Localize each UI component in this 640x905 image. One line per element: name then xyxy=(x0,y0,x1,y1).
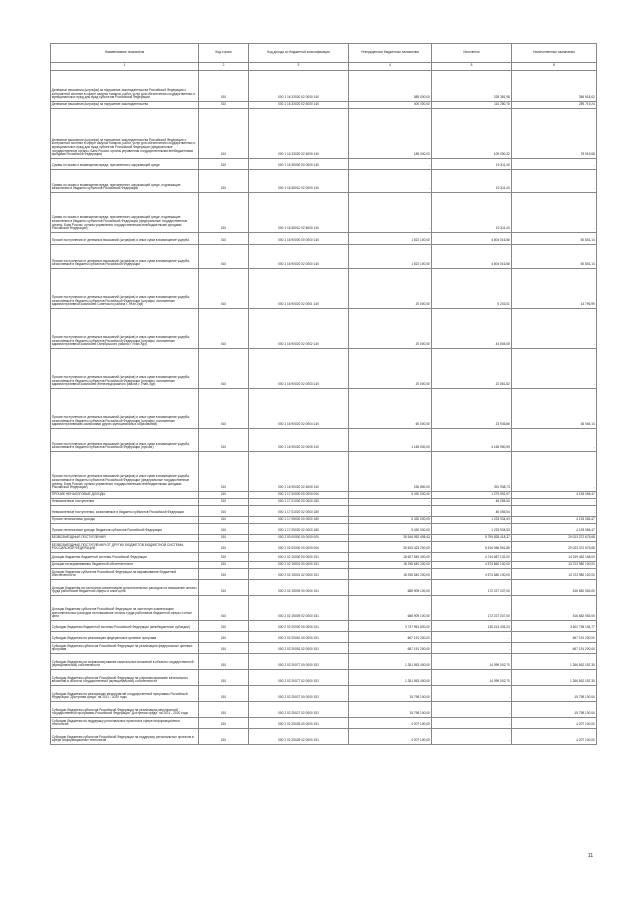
cell-executed: 46 055,54 xyxy=(432,505,512,516)
table-row xyxy=(51,268,597,308)
cell-kbk: 000 1 16 35010 02 0000 140 xyxy=(249,169,349,192)
cell-name: Прочие поступления от денежных взысканий (штрафов) и иных сумм в возмещение ущерба, зачисляемые в бюджеты субъектов Российской Федерации xyxy=(51,244,199,268)
header-kbk: Код дохода по бюджетной классификации xyxy=(249,44,349,63)
cell-name: Прочие поступления от денежных взысканий (штрафов) и иных сумм в возмещение ущерба, зачисляемые в бюджеты субъектов Российской Федерации (штрафы, наложенные административными комиссиями других муниципальных образований) xyxy=(51,388,199,428)
table-row xyxy=(51,642,597,653)
cell-name: Суммы по искам о возмещении вреда, причиненного окружающей среде xyxy=(51,158,199,169)
cell-name: БЕЗВОЗМЕЗДНЫЕ ПОСТУПЛЕНИЯ xyxy=(51,534,199,541)
cell-row-code: 010 xyxy=(199,653,249,669)
table-row xyxy=(51,701,597,717)
cell-executed: 172 227 037,00 xyxy=(432,579,512,595)
cell-row-code: 010 xyxy=(199,701,249,717)
cell-executed: 228 381,98 xyxy=(432,70,512,101)
cell-approved: 5 430 000,00 xyxy=(349,491,432,498)
header-approved: Утвержденные бюджетные назначения xyxy=(349,44,432,63)
cell-remaining: 75 919,68 xyxy=(512,108,597,158)
cell-approved: - xyxy=(349,505,432,516)
cell-remaining: 13 723 980 100,00 xyxy=(512,568,597,579)
cell-kbk: 000 1 16 33020 02 6000 140 xyxy=(249,108,349,158)
cell-executed: 172 227 037,00 xyxy=(432,595,512,620)
cell-row-code: 010 xyxy=(199,505,249,516)
cell-remaining: 50 851,14 xyxy=(512,244,597,268)
column-number: 2 xyxy=(199,62,249,70)
cell-row-code: 010 xyxy=(199,348,249,388)
cell-remaining: - xyxy=(512,348,597,388)
cell-approved: 5 430 000,00 xyxy=(349,516,432,523)
cell-kbk: 000 2 02 10000 00 0000 151 xyxy=(249,552,349,561)
cell-kbk: 000 1 16 33020 02 6000 140 xyxy=(249,101,349,108)
cell-approved: 20 000,00 xyxy=(349,348,432,388)
table-row xyxy=(51,523,597,534)
cell-executed: 14 099 002,70 xyxy=(432,669,512,685)
cell-kbk: 000 1 17 05000 00 0000 180 xyxy=(249,516,349,523)
cell-approved: 688 909 100,00 xyxy=(349,595,432,620)
cell-row-code: 010 xyxy=(199,620,249,631)
cell-name: Субсидии бюджетам на софинансирование капитальных вложений в объекты государственной (муниципальной) собственности xyxy=(51,653,199,669)
table-row xyxy=(51,620,597,631)
table-row xyxy=(51,568,597,579)
cell-remaining: - xyxy=(512,451,597,491)
cell-kbk: 000 1 16 35010 02 6000 140 xyxy=(249,192,349,232)
cell-remaining: 14 796,99 xyxy=(512,268,597,308)
cell-executed: 5 203,01 xyxy=(432,268,512,308)
cell-name: Денежные взыскания (штрафы) за нарушение законодательства xyxy=(51,101,199,108)
cell-remaining: 1 266 552 187,30 xyxy=(512,653,597,669)
cell-kbk: 000 2 02 15009 00 0000 151 xyxy=(249,579,349,595)
cell-kbk: 000 1 17 01020 02 0000 180 xyxy=(249,505,349,516)
cell-kbk: 000 2 02 20051 02 0000 151 xyxy=(249,642,349,653)
header-executed: Исполнено xyxy=(432,44,512,63)
table-row xyxy=(51,388,597,428)
cell-approved: 18 298 640 200,00 xyxy=(349,568,432,579)
cell-approved: 4 207 100,00 xyxy=(349,728,432,744)
cell-kbk: 000 1 16 35000 00 0000 140 xyxy=(249,158,349,169)
table-row xyxy=(51,653,597,669)
cell-approved: 15 798 100,00 xyxy=(349,685,432,701)
cell-executed: 4 604 016,56 xyxy=(432,244,512,268)
column-number: 6 xyxy=(512,62,597,70)
cell-remaining: 4 207 100,00 xyxy=(512,717,597,728)
cell-row-code: 010 xyxy=(199,158,249,169)
cell-executed: 14 099 002,70 xyxy=(432,653,512,669)
cell-executed: 19 311,40 xyxy=(432,158,512,169)
cell-approved: 185 000,00 xyxy=(349,108,432,158)
cell-approved: - xyxy=(349,169,432,192)
cell-row-code: 010 xyxy=(199,534,249,541)
cell-approved: 3 737 951 600,00 xyxy=(349,620,432,631)
cell-approved: - xyxy=(349,158,432,169)
cell-name: Суммы по искам о возмещении вреда, причиненного окружающей среде, подлежащие зачислению в бюджеты субъектов Российской Федерации (федеральные государственные органы, Банк России, органы управления государственными внебюджетными фондами Российской Федерации) xyxy=(51,192,199,232)
cell-approved: 667 191 200,00 xyxy=(349,642,432,653)
table-row xyxy=(51,579,597,595)
cell-remaining: 14 249 462 168,00 xyxy=(512,552,597,561)
cell-row-code: 010 xyxy=(199,669,249,685)
cell-remaining: 4 207 100,00 xyxy=(512,728,597,744)
table-row xyxy=(51,717,597,728)
cell-name: Прочие неналоговые доходы бюджетов субъектов Российской Федерации xyxy=(51,523,199,534)
cell-remaining: - xyxy=(512,428,597,451)
column-number: 1 xyxy=(51,62,199,70)
table-row xyxy=(51,685,597,701)
cell-approved: 585 000,00 xyxy=(349,70,432,101)
cell-approved: - xyxy=(349,192,432,232)
cell-row-code: 010 xyxy=(199,552,249,561)
cell-approved: - xyxy=(349,498,432,505)
cell-approved: 15 798 100,00 xyxy=(349,701,432,717)
cell-row-code: 010 xyxy=(199,728,249,744)
column-number-row xyxy=(51,62,597,70)
cell-executed: - xyxy=(432,642,512,653)
cell-kbk: 000 1 16 33020 02 0000 140 xyxy=(249,70,349,101)
cell-remaining: 4 193 065,47 xyxy=(512,516,597,523)
cell-remaining: 516 682 063,00 xyxy=(512,579,597,595)
table-body xyxy=(51,70,597,744)
cell-name: Дотации бюджетам субъектов Российской Федерации на частичную компенсацию дополнительных расходов на повышение оплаты труда работников бюджетной сферы и иные цели xyxy=(51,595,199,620)
cell-remaining: 36 054,14 xyxy=(512,388,597,428)
cell-row-code: 010 xyxy=(199,568,249,579)
cell-row-code: 010 xyxy=(199,561,249,568)
cell-remaining: 20 023 372 675,68 xyxy=(512,541,597,552)
cell-name: Прочие поступления от денежных взысканий (штрафов) и иных сумм в возмещение ущерба xyxy=(51,232,199,244)
cell-row-code: 010 xyxy=(199,631,249,642)
table-row xyxy=(51,498,597,505)
cell-executed: 4 744 687 132,00 xyxy=(432,552,512,561)
cell-row-code: 010 xyxy=(199,685,249,701)
cell-remaining: 516 682 063,00 xyxy=(512,595,597,620)
cell-row-code: 010 xyxy=(199,541,249,552)
cell-kbk: 000 1 16 90000 00 0000 140 xyxy=(249,232,349,244)
cell-remaining: 4 193 065,47 xyxy=(512,491,597,498)
cell-kbk: 000 2 02 25027 00 0000 151 xyxy=(249,685,349,701)
cell-kbk: 000 1 16 90020 02 0003 140 xyxy=(249,348,349,388)
cell-approved: 1 165 000,00 xyxy=(349,428,432,451)
cell-row-code: 010 xyxy=(199,523,249,534)
header-name: Наименование показателя xyxy=(51,44,199,63)
cell-row-code: 010 xyxy=(199,516,249,523)
cell-row-code: 010 xyxy=(199,428,249,451)
cell-remaining: 3 602 738 194,77 xyxy=(512,620,597,631)
cell-name: Денежные взыскания (штрафы) за нарушение законодательства Российской Федерации о контрактной системе в сфере закупок товаров, работ, услуг для обеспечения государственных и муниципальных нужд для нужд субъектов Российской Федерации xyxy=(51,70,199,101)
cell-name: Дотации бюджетам бюджетной системы Российской Федерации xyxy=(51,552,199,561)
cell-remaining: - xyxy=(512,192,597,232)
cell-remaining: - xyxy=(512,308,597,348)
cell-name: ПРОЧИЕ НЕНАЛОГОВЫЕ ДОХОДЫ xyxy=(51,491,199,498)
table-row xyxy=(51,108,597,158)
cell-remaining: - xyxy=(512,505,597,516)
cell-approved: 18 607 549 300,00 xyxy=(349,552,432,561)
cell-remaining: 15 798 100,00 xyxy=(512,701,597,717)
cell-name: Денежные взыскания (штрафы) за нарушение законодательства Российской Федерации о контрактной системе в сфере закупок товаров, работ, услуг для обеспечения государственных и муниципальных нужд для нужд субъектов Российской Федерации (федеральные государственные органы, Банк России, органы управления государственными внебюджетными фондами Российской Федерации) xyxy=(51,108,199,158)
cell-name: Субсидии бюджетам бюджетной системы Российской Федерации (межбюджетные субсидии) xyxy=(51,620,199,631)
cell-kbk: 000 2 02 20051 00 0000 151 xyxy=(249,631,349,642)
cell-executed: 135 213 405,23 xyxy=(432,620,512,631)
table-row xyxy=(51,158,597,169)
cell-approved: 60 000,00 xyxy=(349,388,432,428)
cell-kbk: 000 1 16 90020 02 0000 140 xyxy=(249,244,349,268)
cell-name: Дотации на выравнивание бюджетной обеспеченности xyxy=(51,561,199,568)
page-number: 11 xyxy=(588,853,594,859)
cell-executed: 5 759 828 418,37 xyxy=(432,534,512,541)
cell-name: Прочие поступления от денежных взысканий (штрафов) и иных сумм в возмещение ущерба, зачисляемые в бюджеты субъектов Российской Федерации (федеральные государственные органы, Банк России, органы управления государственными внебюджетными фондами Российской Федерации) xyxy=(51,451,199,491)
cell-kbk: 000 2 02 25027 02 0000 151 xyxy=(249,701,349,717)
cell-approved: 400 000,00 xyxy=(349,101,432,108)
cell-executed: - xyxy=(432,728,512,744)
cell-name: Субсидии бюджетам на поддержку региональных проектов в сфере информационных технологий xyxy=(51,717,199,728)
cell-row-code: 010 xyxy=(199,169,249,192)
cell-approved: 20 000,00 xyxy=(349,308,432,348)
cell-kbk: 000 2 02 15009 02 0000 151 xyxy=(249,595,349,620)
cell-kbk: 000 2 02 20077 02 0000 151 xyxy=(249,669,349,685)
cell-row-code: 010 xyxy=(199,451,249,491)
cell-kbk: 000 1 17 01000 00 0000 180 xyxy=(249,498,349,505)
cell-remaining: 356 618,02 xyxy=(512,70,597,101)
cell-row-code: 010 xyxy=(199,642,249,653)
table-row xyxy=(51,232,597,244)
table-row xyxy=(51,631,597,642)
cell-executed: - xyxy=(432,685,512,701)
table-row xyxy=(51,516,597,523)
cell-remaining: 667 191 200,00 xyxy=(512,631,597,642)
table-row xyxy=(51,169,597,192)
cell-row-code: 010 xyxy=(199,491,249,498)
cell-name: Субсидии бюджетам субъектов Российской Федерации на софинансирование капитальных вложений в объекты государственной (муниципальной) собственности xyxy=(51,669,199,685)
cell-approved: 688 909 100,00 xyxy=(349,579,432,595)
cell-executed: 46 055,54 xyxy=(432,498,512,505)
table-row xyxy=(51,561,597,568)
cell-row-code: 010 xyxy=(199,579,249,595)
cell-name: Прочие поступления от денежных взысканий (штрафов) и иных сумм в возмещение ущерба, зачисляемые в бюджеты субъектов Российской Федерации (штрафы, наложенные административной комиссией Железнодорожного района г. Улан-Удэ) xyxy=(51,348,199,388)
cell-remaining: 289 719,24 xyxy=(512,101,597,108)
cell-approved: 236 850,00 xyxy=(349,451,432,491)
cell-name: Дотации бюджетам на частичную компенсацию дополнительных расходов на повышение оплаты труда работников бюджетной сферы и иные цели xyxy=(51,579,199,595)
cell-remaining: 13 723 980 100,00 xyxy=(512,561,597,568)
header-remaining: Неисполненные назначения xyxy=(512,44,597,63)
column-number: 5 xyxy=(432,62,512,70)
cell-executed: 1 233 934,53 xyxy=(432,516,512,523)
header-row-code: Код строки xyxy=(199,44,249,63)
cell-approved: 26 546 952 498,43 xyxy=(349,534,432,541)
cell-executed: 110 280,76 xyxy=(432,101,512,108)
cell-kbk: 000 1 16 90020 02 0005 140 xyxy=(249,428,349,451)
table-row xyxy=(51,534,597,541)
cell-name: Невыясненные поступления xyxy=(51,498,199,505)
cell-remaining: 15 798 100,00 xyxy=(512,685,597,701)
cell-executed: 19 311,40 xyxy=(432,192,512,232)
cell-kbk: 000 1 16 90020 02 6000 140 xyxy=(249,451,349,491)
cell-executed: 22 851,82 xyxy=(432,348,512,388)
cell-kbk: 000 2 02 20077 00 0000 151 xyxy=(249,653,349,669)
cell-executed: 109 090,32 xyxy=(432,108,512,158)
report-sheet xyxy=(50,43,596,745)
cell-row-code: 010 xyxy=(199,308,249,348)
cell-name: Прочие поступления от денежных взысканий (штрафов) и иных сумм в возмещение ущерба, зачисляемые в бюджеты субъектов Российской Федерации (штрафы, наложенные административной комиссией Октябрьского района г. Улан-Удэ) xyxy=(51,308,199,348)
cell-approved: 5 430 000,00 xyxy=(349,523,432,534)
table-row xyxy=(51,728,597,744)
table-row xyxy=(51,491,597,498)
cell-row-code: 010 xyxy=(199,101,249,108)
cell-row-code: 010 xyxy=(199,388,249,428)
table-row xyxy=(51,552,597,561)
table-row xyxy=(51,70,597,101)
cell-row-code: 010 xyxy=(199,232,249,244)
cell-name: БЕЗВОЗМЕЗДНЫЕ ПОСТУПЛЕНИЯ ОТ ДРУГИХ БЮДЖЕТОВ БЮДЖЕТНОЙ СИСТЕМЫ РОССИЙСКОЙ ФЕДЕРАЦИИ xyxy=(51,541,199,552)
budget-table xyxy=(50,43,597,745)
cell-remaining: 4 193 065,47 xyxy=(512,523,597,534)
cell-executed: 5 516 066 551,86 xyxy=(432,541,512,552)
cell-row-code: 010 xyxy=(199,192,249,232)
table-row xyxy=(51,428,597,451)
cell-executed: 19 311,40 xyxy=(432,169,512,192)
cell-executed: 4 604 016,56 xyxy=(432,232,512,244)
cell-executed: 4 574 660 100,00 xyxy=(432,568,512,579)
column-number: 4 xyxy=(349,62,432,70)
cell-row-code: 010 xyxy=(199,108,249,158)
cell-executed: - xyxy=(432,631,512,642)
cell-approved: 1 522 100,00 xyxy=(349,232,432,244)
cell-name: Суммы по искам о возмещении вреда, причиненного окружающей среде, подлежащие зачислению в бюджеты субъектов Российской Федерации xyxy=(51,169,199,192)
cell-kbk: 000 2 02 00000 00 0000 000 xyxy=(249,541,349,552)
cell-name: Субсидии бюджетам субъектов Российской Федерации на реализацию мероприятий государственной программы Российской Федерации "Доступная среда" на 2011 - 2020 годы xyxy=(51,701,199,717)
cell-row-code: 010 xyxy=(199,70,249,101)
cell-approved: 18 298 640 200,00 xyxy=(349,561,432,568)
cell-approved: 667 191 200,00 xyxy=(349,631,432,642)
cell-row-code: 010 xyxy=(199,244,249,268)
cell-executed: 4 165 950,59 xyxy=(432,428,512,451)
cell-kbk: 000 2 00 00000 00 0000 000 xyxy=(249,534,349,541)
cell-executed: 1 233 934,53 xyxy=(432,523,512,534)
cell-name: Субсидии бюджетам субъектов Российской Федерации на реализацию федеральных целевых программ xyxy=(51,642,199,653)
cell-executed: 23 945,86 xyxy=(432,388,512,428)
cell-executed: - xyxy=(432,717,512,728)
cell-kbk: 000 1 16 90020 02 0001 140 xyxy=(249,268,349,308)
cell-approved: 1 522 100,00 xyxy=(349,244,432,268)
cell-kbk: 000 2 02 25028 02 0000 151 xyxy=(249,728,349,744)
header-row xyxy=(51,44,597,63)
cell-executed: 44 505,05 xyxy=(432,308,512,348)
cell-executed: - xyxy=(432,701,512,717)
table-row xyxy=(51,451,597,491)
cell-row-code: 010 xyxy=(199,268,249,308)
cell-kbk: 000 2 02 25028 00 0000 151 xyxy=(249,717,349,728)
cell-approved: 20 000,00 xyxy=(349,268,432,308)
cell-approved: 1 281 553 400,00 xyxy=(349,653,432,669)
cell-executed: 391 938,73 xyxy=(432,451,512,491)
cell-kbk: 000 1 16 90020 02 0004 140 xyxy=(249,388,349,428)
table-row xyxy=(51,192,597,232)
cell-remaining: 1 266 552 187,30 xyxy=(512,669,597,685)
cell-approved: 26 525 423 200,00 xyxy=(349,541,432,552)
table-row xyxy=(51,348,597,388)
cell-row-code: 010 xyxy=(199,595,249,620)
cell-remaining: - xyxy=(512,169,597,192)
cell-kbk: 000 2 02 15001 00 0000 151 xyxy=(249,561,349,568)
cell-kbk: 000 1 16 90020 02 0002 140 xyxy=(249,308,349,348)
cell-remaining: 50 851,14 xyxy=(512,232,597,244)
table-row xyxy=(51,595,597,620)
cell-approved: 1 281 553 400,00 xyxy=(349,669,432,685)
cell-name: Невыясненные поступления, зачисляемые в бюджеты субъектов Российской Федерации xyxy=(51,505,199,516)
table-row xyxy=(51,541,597,552)
cell-name: Прочие поступления от денежных взысканий (штрафов) и иных сумм в возмещение ущерба, зачисляемые в бюджеты субъектов Российской Федерации (штрафы, наложенные административной комиссией Советского района г. Улан-Удэ) xyxy=(51,268,199,308)
cell-kbk: 000 2 02 15001 02 0000 151 xyxy=(249,568,349,579)
table-row xyxy=(51,101,597,108)
cell-name: Прочие поступления от денежных взысканий (штрафов) и иных сумм в возмещение ущерба, зачисляемые в бюджеты субъектов Российской Федерации (прочие) xyxy=(51,428,199,451)
cell-remaining: - xyxy=(512,158,597,169)
cell-remaining: 20 023 372 675,68 xyxy=(512,534,597,541)
cell-approved: 4 207 100,00 xyxy=(349,717,432,728)
cell-remaining: 667 191 200,00 xyxy=(512,642,597,653)
cell-row-code: 010 xyxy=(199,498,249,505)
table-row xyxy=(51,505,597,516)
table-row xyxy=(51,669,597,685)
cell-name: Субсидии бюджетам на реализацию мероприятий государственной программы Российской Федерации "Доступная среда" на 2011 - 2020 годы xyxy=(51,685,199,701)
cell-executed: 4 574 660 100,00 xyxy=(432,561,512,568)
table-row xyxy=(51,308,597,348)
cell-name: Дотации бюджетам субъектов Российской Федерации на выравнивание бюджетной обеспеченности xyxy=(51,568,199,579)
table-row xyxy=(51,244,597,268)
cell-kbk: 000 1 17 00000 00 0000 000 xyxy=(249,491,349,498)
cell-remaining: - xyxy=(512,498,597,505)
cell-name: Субсидии бюджетам на реализацию федеральных целевых программ xyxy=(51,631,199,642)
cell-kbk: 000 2 02 20000 00 0000 151 xyxy=(249,620,349,631)
cell-executed: 1 279 991,97 xyxy=(432,491,512,498)
cell-name: Субсидии бюджетам субъектов Российской Федерации на поддержку региональных проектов в сфере информационных технологий xyxy=(51,728,199,744)
cell-name: Прочие неналоговые доходы xyxy=(51,516,199,523)
column-number: 3 xyxy=(249,62,349,70)
cell-row-code: 010 xyxy=(199,717,249,728)
cell-kbk: 000 1 17 05020 02 0000 180 xyxy=(249,523,349,534)
